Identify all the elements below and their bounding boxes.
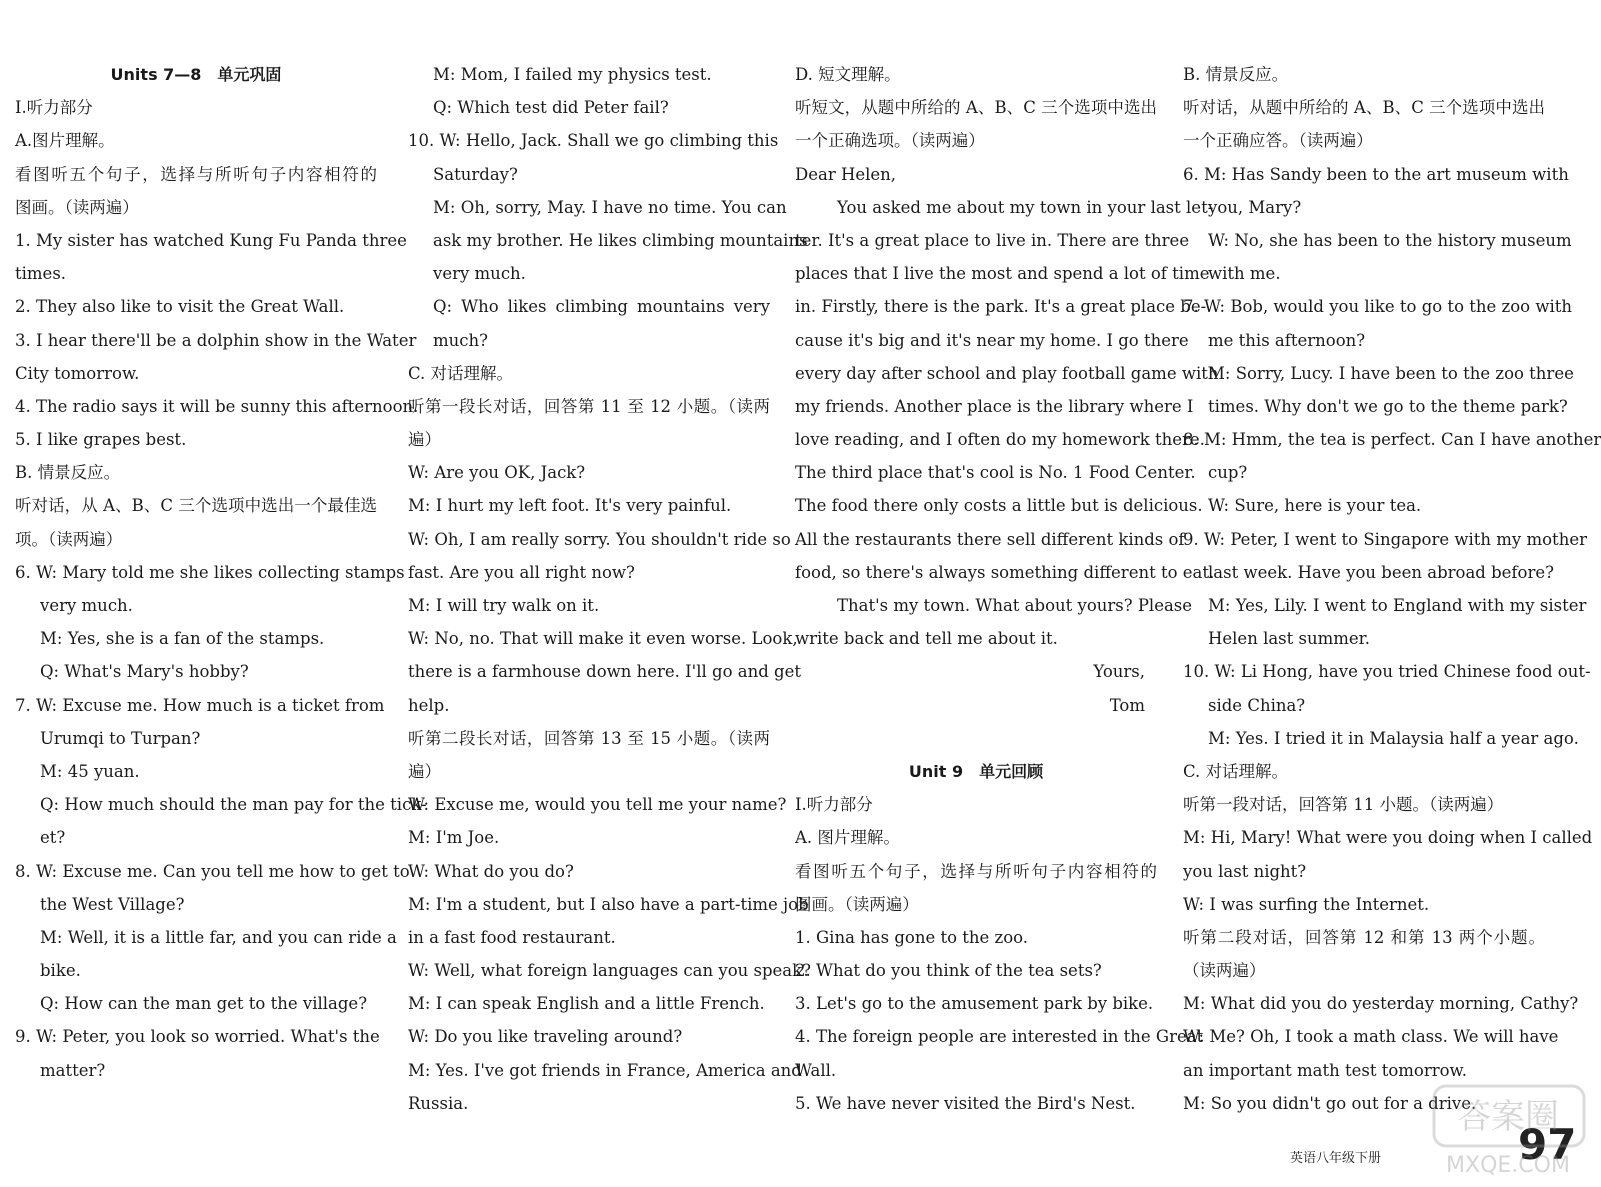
col1-line: A.图片理解。 bbox=[15, 131, 115, 151]
col4-line: cup? bbox=[1208, 463, 1248, 483]
col4-line: 7. W: Bob, would you like to go to the zoo with bbox=[1183, 297, 1572, 317]
col2-line: M: I'm Joe. bbox=[408, 828, 500, 848]
col4-line: an important math test tomorrow. bbox=[1183, 1060, 1467, 1080]
col2-line: M: I can speak English and a little French. bbox=[408, 994, 765, 1014]
col2-line: much? bbox=[433, 330, 488, 350]
col4-line: 6. M: Has Sandy been to the art museum with bbox=[1183, 164, 1569, 184]
col2-line: Russia. bbox=[408, 1093, 469, 1113]
col3-line: 听短文，从题中所给的 A、B、C 三个选项中选出 bbox=[795, 98, 1157, 118]
col4-line: 一个正确应答。（读两遍） bbox=[1183, 131, 1373, 151]
col1-line: 7. W: Excuse me. How much is a ticket from bbox=[15, 695, 385, 715]
col3-line: Ⅰ.听力部分 bbox=[795, 795, 873, 815]
col3-line: D. 短文理解。 bbox=[795, 65, 901, 84]
col1-line: Q: What's Mary's hobby? bbox=[40, 662, 249, 682]
col1-line: et? bbox=[40, 828, 66, 848]
book-title-footer: 英语八年级下册 bbox=[1290, 1151, 1382, 1166]
col4-line: me this afternoon? bbox=[1208, 330, 1366, 350]
page-number: 97 bbox=[1518, 1120, 1577, 1169]
col3-line: You asked me about my town in your last let- bbox=[837, 197, 1214, 217]
col4-line: 听第一段对话，回答第 11 小题。（读两遍） bbox=[1183, 795, 1504, 815]
col2-line: M: I'm a student, but I also have a part-time job bbox=[408, 894, 809, 914]
col4-line: 听第二段对话，回答第 12 和第 13 两个小题。 bbox=[1183, 927, 1545, 947]
col1-line: M: Yes, she is a fan of the stamps. bbox=[40, 629, 325, 649]
col4-line: 10. W: Li Hong, have you tried Chinese food out- bbox=[1183, 662, 1591, 682]
col2-line: W: What do you do? bbox=[408, 861, 574, 881]
col4-line: B. 情景反应。 bbox=[1183, 65, 1289, 84]
col2-line: Saturday? bbox=[433, 164, 518, 184]
col2-line: Q: Who likes climbing mountains very bbox=[433, 297, 770, 317]
col1-line: City tomorrow. bbox=[15, 363, 140, 383]
col4-line: 8. M: Hmm, the tea is perfect. Can I have another bbox=[1183, 430, 1601, 450]
col2-line: M: I hurt my left foot. It's very painful. bbox=[408, 496, 732, 516]
col4-line: （读两遍） bbox=[1183, 961, 1266, 981]
col1-line: Urumqi to Turpan? bbox=[40, 728, 201, 748]
col1-line: 1. My sister has watched Kung Fu Panda three bbox=[15, 230, 407, 250]
col2-line: in a fast food restaurant. bbox=[408, 927, 616, 947]
col3-line: every day after school and play football game with bbox=[795, 363, 1219, 383]
col1-line: 4. The radio says it will be sunny this afternoon. bbox=[15, 396, 419, 416]
col3-line: my friends. Another place is the library where I bbox=[795, 396, 1194, 416]
col2-line: 听第一段长对话，回答第 11 至 12 小题。（读两 bbox=[408, 396, 770, 416]
col3-line: 5. We have never visited the Bird's Nest. bbox=[795, 1093, 1136, 1113]
col1-line: 9. W: Peter, you look so worried. What's the bbox=[15, 1027, 380, 1047]
col4-line: C. 对话理解。 bbox=[1183, 761, 1289, 781]
col3-line: The third place that's cool is No. 1 Food Center. bbox=[795, 463, 1196, 483]
col3-line: 图画。（读两遍） bbox=[795, 894, 919, 914]
col1-line: 8. W: Excuse me. Can you tell me how to get to bbox=[15, 861, 410, 881]
col4-line: W: Sure, here is your tea. bbox=[1208, 496, 1422, 516]
col2-line: W: Well, what foreign languages can you speak? bbox=[408, 961, 811, 981]
col1-line: 6. W: Mary told me she likes collecting stamps bbox=[15, 562, 405, 582]
col4-line: M: Yes, Lily. I went to England with my sister bbox=[1208, 596, 1587, 615]
col3-line: The food there only costs a little but is delicious. bbox=[795, 496, 1203, 516]
col3-line: places that I live the most and spend a lot of time bbox=[795, 264, 1210, 284]
col4-line: W: I was surfing the Internet. bbox=[1183, 894, 1430, 914]
col2-line: W: Oh, I am really sorry. You shouldn't ride so bbox=[408, 529, 791, 549]
col1-line: 5. I like grapes best. bbox=[15, 430, 187, 450]
col4-line: last week. Have you been abroad before? bbox=[1208, 562, 1554, 582]
col4-line: you, Mary? bbox=[1208, 197, 1302, 217]
col2-line: M: Oh, sorry, May. I have no time. You can bbox=[433, 197, 787, 217]
col3-line: All the restaurants there sell different kinds of bbox=[795, 529, 1185, 549]
col2-line: 遍） bbox=[408, 761, 441, 781]
col1-line: the West Village? bbox=[40, 894, 185, 914]
col4-line: M: So you didn't go out for a drive. bbox=[1183, 1093, 1477, 1113]
col4-line: M: Sorry, Lucy. I have been to the zoo three bbox=[1208, 363, 1574, 383]
col3-line: love reading, and I often do my homework there. bbox=[795, 430, 1205, 450]
col1-line: 图画。（读两遍） bbox=[15, 197, 139, 217]
col4-line: with me. bbox=[1208, 264, 1281, 284]
col4-line: 9. W: Peter, I went to Singapore with my mother bbox=[1183, 529, 1587, 549]
watermark-text: 答案圈 bbox=[1457, 1097, 1559, 1137]
col2-line: W: Excuse me, would you tell me your name? bbox=[408, 795, 787, 815]
col1-line: M: Well, it is a little far, and you can ride a bbox=[40, 927, 397, 947]
col4-line: M: Yes. I tried it in Malaysia half a year ago. bbox=[1208, 728, 1579, 748]
col2-line: help. bbox=[408, 695, 450, 715]
col2-line: ask my brother. He likes climbing mountains bbox=[433, 230, 808, 250]
column-3 bbox=[795, 58, 1219, 1120]
col2-line: 遍） bbox=[408, 430, 441, 450]
watermark-logo bbox=[1430, 1080, 1590, 1180]
col4-line: M: What did you do yesterday morning, Cathy? bbox=[1183, 994, 1579, 1014]
col3-line: 3. Let's go to the amusement park by bike. bbox=[795, 994, 1154, 1014]
col2-line: M: I will try walk on it. bbox=[408, 596, 600, 615]
col2-line: there is a farmhouse down here. I'll go and get bbox=[408, 662, 801, 682]
col4-line: M: Hi, Mary! What were you doing when I called bbox=[1183, 828, 1593, 848]
col4-line: W: No, she has been to the history museum bbox=[1208, 230, 1572, 250]
col3-line: 4. The foreign people are interested in the Great bbox=[795, 1027, 1204, 1047]
col3-line: 看图听五个句子，选择与所听句子内容相符的 bbox=[795, 861, 1157, 881]
col4-line: times. Why don't we go to the theme park? bbox=[1208, 396, 1568, 416]
col3-line: ter. It's a great place to live in. There are three bbox=[795, 230, 1190, 250]
col4-line: side China? bbox=[1208, 695, 1306, 715]
col1-line: 看图听五个句子，选择与所听句子内容相符的 bbox=[15, 164, 377, 184]
col4-line: W: Me? Oh, I took a math class. We will have bbox=[1183, 1027, 1559, 1047]
col1-line: 听对话，从 A、B、C 三个选项中选出一个最佳选 bbox=[15, 496, 377, 516]
col1-line: Q: How much should the man pay for the tick- bbox=[40, 795, 427, 815]
col4-line: Helen last summer. bbox=[1208, 629, 1370, 649]
col3-line: cause it's big and it's near my home. I go there bbox=[795, 330, 1189, 350]
col2-line: very much. bbox=[433, 264, 526, 284]
col1-line: bike. bbox=[40, 961, 81, 981]
column-2 bbox=[408, 58, 811, 1120]
col1-line: times. bbox=[15, 264, 67, 284]
col3-line: in. Firstly, there is the park. It's a great place be- bbox=[795, 297, 1207, 317]
col1-line: matter? bbox=[40, 1060, 106, 1080]
col2-line: M: Yes. I've got friends in France, America and bbox=[408, 1060, 802, 1080]
col3-line: 一个正确选项。（读两遍） bbox=[795, 131, 985, 151]
col1-line: B. 情景反应。 bbox=[15, 463, 121, 483]
col2-line: W: Do you like traveling around? bbox=[408, 1027, 683, 1047]
col3-line: Tom bbox=[1109, 695, 1145, 715]
col3-line: Wall. bbox=[795, 1060, 837, 1080]
col1-line: very much. bbox=[40, 596, 133, 615]
col1-line: Ⅰ.听力部分 bbox=[15, 98, 93, 118]
col3-line: That's my town. What about yours? Please bbox=[837, 596, 1193, 615]
col2-line: W: Are you OK, Jack? bbox=[408, 463, 586, 483]
col2-line: fast. Are you all right now? bbox=[408, 562, 635, 582]
col2-line: 听第二段长对话，回答第 13 至 15 小题。（读两 bbox=[408, 728, 770, 748]
col3-line: 1. Gina has gone to the zoo. bbox=[795, 927, 1029, 947]
col3-line bbox=[795, 722, 1157, 755]
col2-line: 10. W: Hello, Jack. Shall we go climbing this bbox=[408, 131, 779, 151]
col3-line: A. 图片理解。 bbox=[795, 828, 900, 848]
col3-line: Dear Helen, bbox=[795, 164, 897, 184]
col3-line: write back and tell me about it. bbox=[795, 629, 1058, 649]
col3-line: Yours, bbox=[1093, 662, 1145, 682]
col1-line: M: 45 yuan. bbox=[40, 761, 140, 781]
col3-line: 2. What do you think of the tea sets? bbox=[795, 961, 1102, 981]
watermark-url: MXQE.COM bbox=[1446, 1153, 1570, 1178]
col2-line: C. 对话理解。 bbox=[408, 363, 514, 383]
col1-line: 3. I hear there'll be a dolphin show in the Water bbox=[15, 330, 417, 350]
col1-line: 2. They also like to visit the Great Wall. bbox=[15, 297, 345, 317]
column-1 bbox=[15, 58, 427, 1087]
col3-line: Unit 9 单元回顾 bbox=[908, 761, 1044, 781]
col1-line: Units 7—8 单元巩固 bbox=[110, 65, 282, 84]
col2-line: W: No, no. That will make it even worse. Look, bbox=[408, 629, 798, 649]
col1-line: 项。（读两遍） bbox=[15, 529, 123, 549]
col4-line: 听对话，从题中所给的 A、B、C 三个选项中选出 bbox=[1183, 98, 1545, 118]
col2-line: Q: Which test did Peter fail? bbox=[433, 98, 669, 118]
col4-line: you last night? bbox=[1183, 861, 1307, 881]
col1-line: Q: How can the man get to the village? bbox=[40, 994, 368, 1014]
col3-line: food, so there's always something different to eat. bbox=[795, 562, 1215, 582]
col2-line: M: Mom, I failed my physics test. bbox=[433, 65, 712, 84]
